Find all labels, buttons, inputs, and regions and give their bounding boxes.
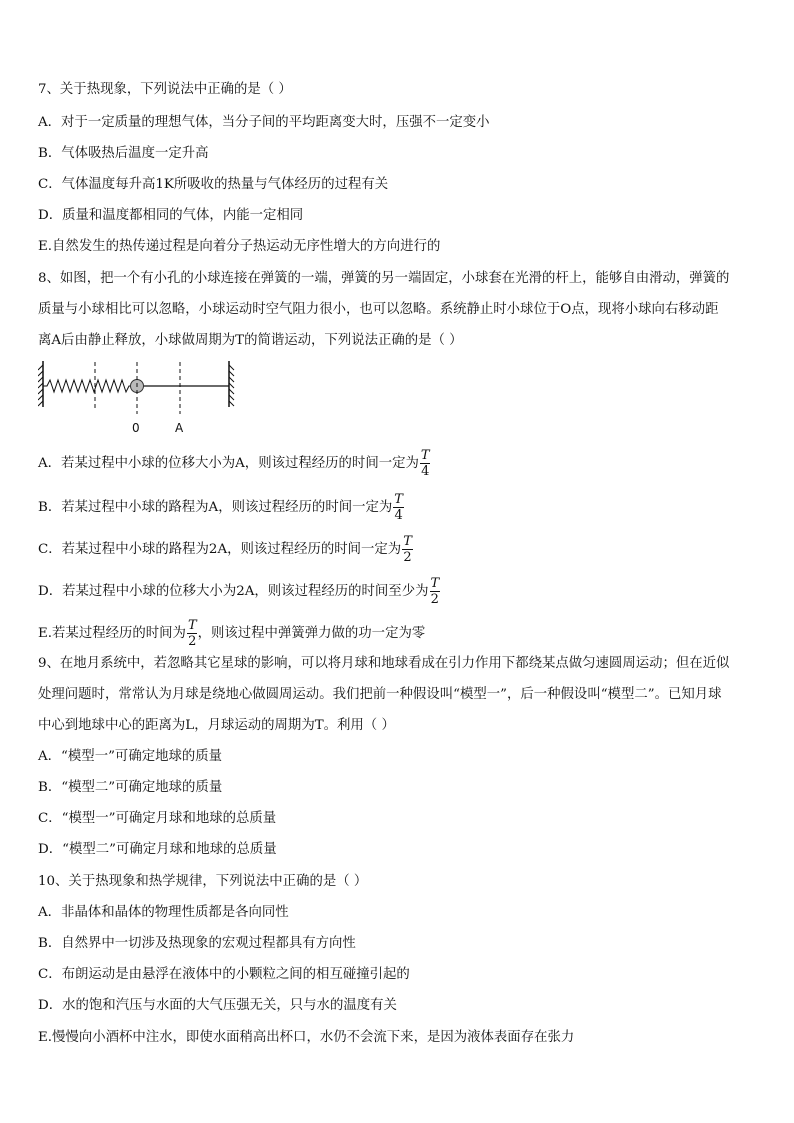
q8-option-b <box>38 492 404 523</box>
q10-option-b: B．自然界中一切涉及热现象的宏观过程都具有方向性 <box>38 936 356 951</box>
q8-option-d-text: D．若某过程中小球的位移大小为2A，则该过程经历的时间至少为 <box>38 584 429 599</box>
fraction-numerator: T <box>430 576 440 591</box>
q9-option-d: D．“模型二”可确定月球和地球的总质量 <box>38 842 277 857</box>
fraction-denominator: 2 <box>430 592 439 607</box>
q8-option-d <box>38 576 440 607</box>
q7-option-d: D．质量和温度都相同的气体，内能一定相同 <box>38 208 304 223</box>
q8-option-a-text: A．若某过程中小球的位移大小为A，则该过程经历的时间一定为 <box>38 456 419 471</box>
q10-option-c: C．布朗运动是由悬浮在液体中的小颗粒之间的相互碰撞引起的 <box>38 967 410 982</box>
q8-option-c-text: C．若某过程中小球的路程为2A，则该过程经历的时间一定为 <box>38 542 402 557</box>
q8-option-e-text: E.若某过程经历的时间为 <box>38 626 186 641</box>
q8-option-b-text: B．若某过程中小球的路程为A，则该过程经历的时间一定为 <box>38 500 393 515</box>
q8-stem-line1: 8、如图，把一个有小孔的小球连接在弹簧的一端，弹簧的另一端固定，小球套在光滑的杆上，能够自由滑动，弹簧的 <box>38 271 730 286</box>
q7-option-b: B．气体吸热后温度一定升高 <box>38 146 209 161</box>
fraction-denominator: 2 <box>403 550 412 565</box>
q7-option-a: A．对于一定质量的理想气体，当分子间的平均距离变大时，压强不一定变小 <box>38 115 490 130</box>
q8-option-e-after: ，则该过程中弹簧弹力做的功一定为零 <box>197 626 426 641</box>
q9-stem-line2: 处理问题时，常常认为月球是绕地心做圆周运动。我们把前一种假设叫“模型一”，后一种假设叫“模型二”。已知月球 <box>38 687 722 702</box>
label-a: A <box>175 421 184 435</box>
fraction-denominator: 4 <box>421 464 430 479</box>
q7-option-c: C．气体温度每升高1K所吸收的热量与气体经历的过程有关 <box>38 177 389 192</box>
q9-option-b: B．“模型二”可确定地球的质量 <box>38 780 223 795</box>
q10-option-e: E.慢慢向小酒杯中注水，即使水面稍高出杯口，水仍不会流下来，是因为液体表面存在张力 <box>38 1030 575 1045</box>
fraction <box>429 576 440 607</box>
q9-option-a: A．“模型一”可确定地球的质量 <box>38 749 223 764</box>
fraction <box>402 534 413 565</box>
fraction-denominator: 4 <box>394 508 403 523</box>
fraction-numerator: T <box>187 618 197 633</box>
q10-option-a: A．非晶体和晶体的物理性质都是各向同性 <box>38 905 289 920</box>
q8-option-a <box>38 448 431 479</box>
fraction-numerator: T <box>403 534 412 549</box>
q10-stem: 10、关于热现象和热学规律，下列说法中正确的是（ ） <box>38 874 368 889</box>
spring <box>43 380 133 392</box>
q10-option-d: D．水的饱和汽压与水面的大气压强无关，只与水的温度有关 <box>38 998 397 1013</box>
q8-stem-line3: 离A后由静止释放，小球做周期为T的简谐运动，下列说法正确的是（ ） <box>38 333 463 348</box>
q9-stem-line3: 中心到地球中心的距离为L，月球运动的周期为T。利用（ ） <box>38 718 395 733</box>
q8-stem-line2: 质量与小球相比可以忽略，小球运动时空气阻力很小，也可以忽略。系统静止时小球位于O点，现将小球向右移动距 <box>38 302 719 317</box>
fraction <box>420 448 431 479</box>
label-o: 0 <box>132 421 140 435</box>
q8-option-e <box>38 618 425 649</box>
fraction <box>187 618 198 649</box>
q7-stem: 7、关于热现象，下列说法中正确的是（ ） <box>38 82 292 97</box>
fraction-numerator: T <box>394 492 403 507</box>
fraction-numerator: T <box>420 448 430 463</box>
q9-option-c: C．“模型一”可确定月球和地球的总质量 <box>38 811 277 826</box>
fraction <box>393 492 404 523</box>
q8-option-c <box>38 534 413 565</box>
spring-ball-diagram <box>38 356 238 440</box>
q7-option-e: E.自然发生的热传递过程是向着分子热运动无序性增大的方向进行的 <box>38 239 441 254</box>
fraction-denominator: 2 <box>188 634 197 649</box>
q9-stem-line1: 9、在地月系统中，若忽略其它星球的影响，可以将月球和地球看成在引力作用下都绕某点做匀速圆周运动；但在近似 <box>38 656 730 671</box>
